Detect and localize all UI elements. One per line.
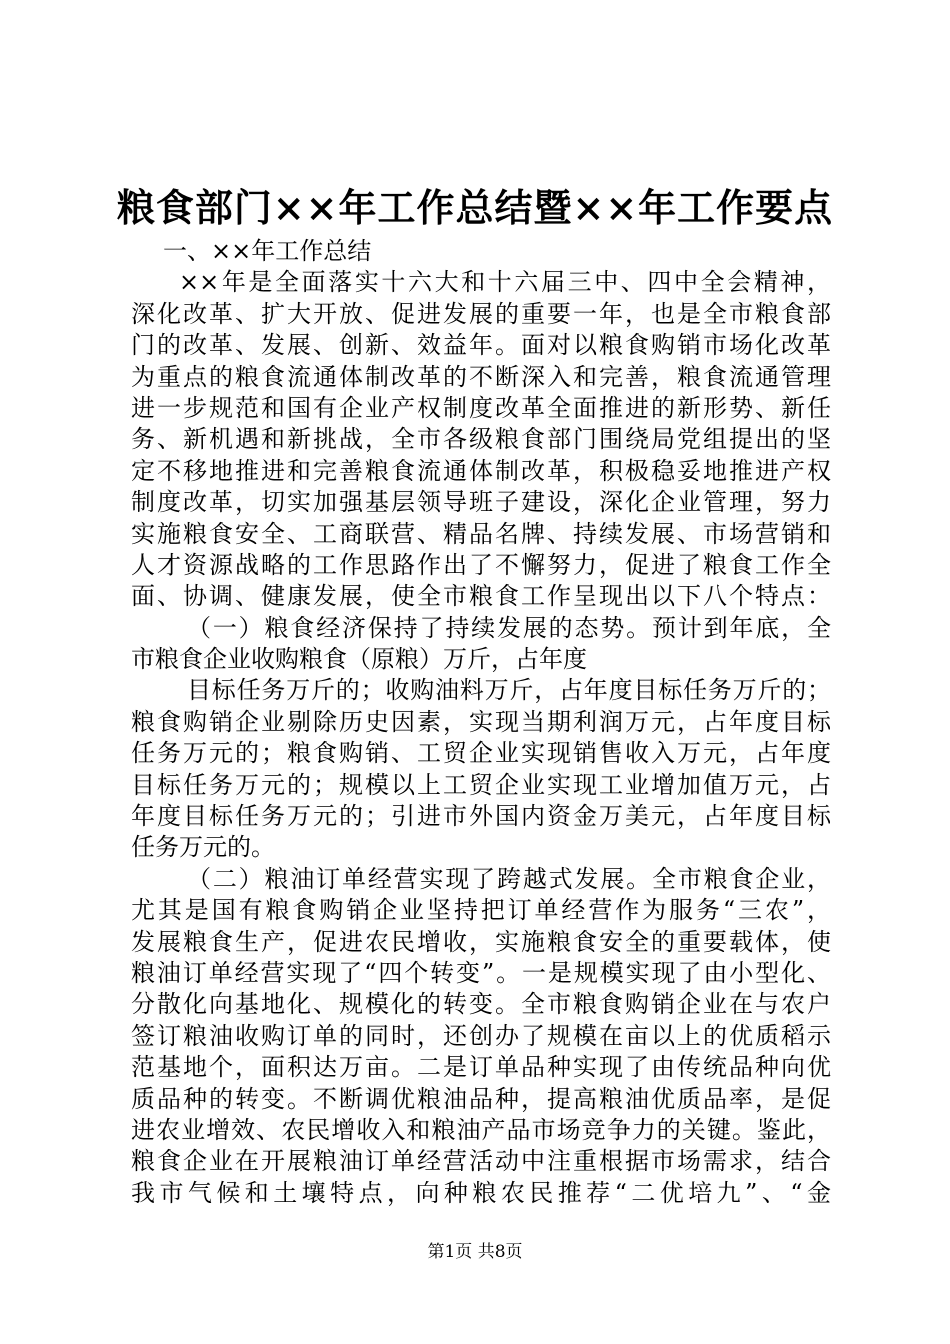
paragraph-line: 进一步规范和国有企业产权制度改革全面推进的新形势、新任 xyxy=(131,393,831,422)
page-number-footer: 第1页 共8页 xyxy=(427,1242,523,1262)
paragraph-line: 签订粮油收购订单的同时，还创办了规模在亩以上的优质稻示 xyxy=(131,1021,831,1050)
paragraph-line: 深化改革、扩大开放、促进发展的重要一年，也是全市粮食部 xyxy=(131,299,831,328)
paragraph-line: 年度目标任务万元的；引进市外国内资金万美元，占年度目标 xyxy=(131,802,831,831)
paragraph-line: 分散化向基地化、规模化的转变。全市粮食购销企业在与农户 xyxy=(131,990,831,1019)
paragraph-line: 我市气候和土壤特点，向种粮农民推荐“二优培九”、“金 xyxy=(131,1178,831,1207)
paragraph-line: 任务万元的。 xyxy=(131,833,275,862)
paragraph-line: 发展粮食生产，促进农民增收，实施粮食安全的重要载体，使 xyxy=(131,927,831,956)
paragraph-line: 进农业增效、农民增收入和粮油产品市场竞争力的关键。鉴此， xyxy=(131,1115,831,1144)
paragraph-line: 门的改革、发展、创新、效益年。面对以粮食购销市场化改革 xyxy=(131,331,831,360)
paragraph-line: 任务万元的；粮食购销、工贸企业实现销售收入万元，占年度 xyxy=(131,739,831,768)
paragraph-line: 尤其是国有粮食购销企业坚持把订单经营作为服务“三农”， xyxy=(131,896,831,925)
paragraph-line: 目标任务万元的；规模以上工贸企业实现工业增加值万元，占 xyxy=(131,770,831,799)
paragraph-line: 质品种的转变。不断调优粮油品种，提高粮油优质品率，是促 xyxy=(131,1084,831,1113)
paragraph-line: ××年是全面落实十六大和十六届三中、四中全会精神， xyxy=(179,268,831,297)
paragraph-line: 为重点的粮食流通体制改革的不断深入和完善，粮食流通管理 xyxy=(131,362,831,391)
paragraph-line: （一）粮食经济保持了持续发展的态势。预计到年底，全 xyxy=(187,613,831,642)
paragraph-line: 务、新机遇和新挑战，全市各级粮食部门围绕局党组提出的坚 xyxy=(131,425,831,454)
section-heading: 一、××年工作总结 xyxy=(163,237,372,265)
paragraph-line: 面、协调、健康发展，使全市粮食工作呈现出以下八个特点： xyxy=(131,582,831,611)
paragraph-line: 粮食购销企业剔除历史因素，实现当期利润万元，占年度目标 xyxy=(131,707,831,736)
paragraph-line: 范基地个，面积达万亩。二是订单品种实现了由传统品种向优 xyxy=(131,1053,831,1082)
paragraph-line: 制度改革，切实加强基层领导班子建设，深化企业管理，努力 xyxy=(131,488,831,517)
document-body xyxy=(131,236,831,1209)
paragraph-line: 定不移地推进和完善粮食流通体制改革，积极稳妥地推进产权 xyxy=(131,456,831,485)
paragraph-line: 目标任务万斤的；收购油料万斤，占年度目标任务万斤的； xyxy=(187,676,831,705)
document-title: 粮食部门××年工作总结暨××年工作要点 xyxy=(116,185,834,230)
paragraph-line: 粮油订单经营实现了“四个转变”。一是规模实现了由小型化、 xyxy=(131,958,831,987)
paragraph-line: 实施粮食安全、工商联营、精品名牌、持续发展、市场营销和 xyxy=(131,519,831,548)
paragraph-line: 市粮食企业收购粮食（原粮）万斤，占年度 xyxy=(131,645,587,674)
paragraph-line: 粮食企业在开展粮油订单经营活动中注重根据市场需求，结合 xyxy=(131,1147,831,1176)
paragraph-line: （二）粮油订单经营实现了跨越式发展。全市粮食企业， xyxy=(187,864,831,893)
paragraph-line: 人才资源战略的工作思路作出了不懈努力，促进了粮食工作全 xyxy=(131,550,831,579)
